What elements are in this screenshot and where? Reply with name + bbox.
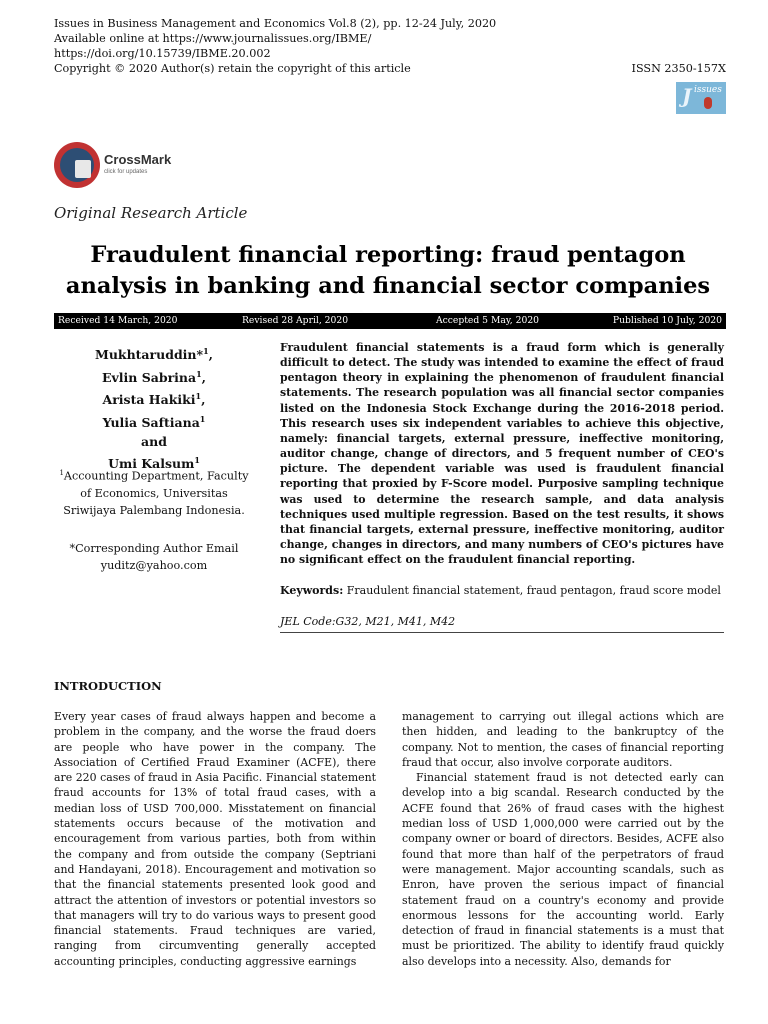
journal-url[interactable]: Available online at https://www.journalissues.org/IBME/	[54, 32, 372, 45]
paragraph: management to carrying out illegal actions which are then hidden, and leading to the bankruptcy of the company. Not to mention, the cases of financial reporting fraud that occur, also involve corporate auditors.	[402, 710, 724, 769]
article-title: Fraudulent financial reporting: fraud pentagon analysis in banking and financial sector companies	[65, 242, 711, 299]
jel-codes: JEL Code:G32, M21, M41, M42	[280, 615, 456, 628]
article-type: Original Research Article	[54, 204, 248, 222]
journal-header	[54, 16, 726, 76]
author: Arista Hakiki$^1$,	[102, 391, 206, 408]
journal-logo-mark	[704, 97, 712, 109]
keywords	[280, 584, 724, 597]
author: Yulia Saftiana$^1$	[102, 413, 206, 431]
author-conjunction: and	[141, 433, 167, 449]
author: Evlin Sabrina$^1$,	[101, 368, 207, 385]
paragraph: Financial statement fraud is not detected early can develop into a big scandal. Research conducted by the ACFE found that 26% of fraud cases with the highest median loss of USD 1,000,000 were carried out by the company owner or board of directors. Besides, ACFE also found that more than half of the perpetrators of fraud were management. Major accounting scandals, such as Enron, have proven the serious impact of financial statement fraud on a country's economy and provide enormous lessons for the accounting world. Early detection of fraud in financial statements is a must that must be prioritized. The ability to identify fraud quickly also develops into a necessity. Also, demands for	[402, 771, 724, 968]
crossmark-icon	[54, 142, 100, 188]
crossmark-badge[interactable]	[54, 142, 184, 190]
author: Mukhtaruddin*$^1$,	[94, 346, 213, 363]
jel-divider	[280, 632, 724, 633]
issn: ISSN 2350-157X	[631, 62, 726, 75]
journal-logo-letter: J	[682, 84, 692, 108]
author: Umi Kalsum$^1$	[108, 455, 200, 472]
doi-link[interactable]: https://doi.org/10.15739/IBME.20.002	[54, 47, 271, 60]
section-heading-introduction: INTRODUCTION	[54, 679, 162, 693]
keywords-text: Fraudulent financial statement, fraud pentagon, fraud score model	[346, 584, 721, 597]
journal-issues-logo	[676, 82, 726, 114]
keywords-label: Keywords:	[280, 584, 344, 597]
body-column-right	[402, 709, 724, 969]
corresponding-label: *Corresponding Author Email	[69, 542, 239, 555]
copyright-line: Copyright © 2020 Author(s) retain the copyright of this article	[54, 62, 411, 75]
accepted-date: Accepted 5 May, 2020	[436, 315, 540, 326]
received-date: Received 14 March, 2020	[58, 315, 178, 326]
abstract: Fraudulent financial statements is a fraud form which is generally difficult to detect. The study was intended to examine the effect of fraud pentagon theory in explaining the phenomenon of fraudulent financial statements. The research population was all financial sector companies listed on the Indonesia Stock Exchange during the 2016-2018 period. This research uses six independent variables to achieve this objective, namely: financial targets, external pressure, ineffective monitoring, auditor change, change of directors, and 5 frequent number of CEO's picture. The dependent variable was used is fraudulent financial reporting that proxied by F-Score model. Purposive sampling technique was used to determine the research sample, and data analysis techniques used multiple regression. Based on the test results, it shows that financial targets, external pressure, ineffective monitoring, auditor change, changes in directors, and many numbers of CEO's pictures have no significant effect on the fraudulent financial reporting.	[280, 341, 724, 567]
affiliation: $^1$Accounting Department, Faculty of Economics, Universitas Sriwijaya Palembang Indonesia.	[59, 469, 249, 518]
paragraph: Every year cases of fraud always happen and become a problem in the company, and the worse the fraud doers are people who have power in the company. The Association of Certified Fraud Examiner (ACFE), there are 220 cases of fraud in Asia Pacific. Financial statement fraud accounts for 13% of total fraud cases, with a median loss of USD 700,000. Misstatement on financial statements occurs because of the motivation and encouragement from various parties, both from within the company and from outside the company (Septriani and Handayani, 2018). Encouragement and motivation so that the financial statements presented look good and attract the attention of investors or potential investors so that managers will try to do various ways to present good financial statements. Fraud techniques are varied, ranging from circumventing generally accepted accounting principles, conducting aggressive earnings	[54, 710, 376, 968]
crossmark-label: CrossMark	[104, 152, 172, 167]
corresponding-email[interactable]: yuditz@yahoo.com	[100, 558, 208, 572]
corresponding-author	[54, 541, 254, 574]
journal-logo-text: issues	[694, 85, 722, 95]
revised-date: Revised 28 April, 2020	[242, 315, 349, 326]
dates-bar	[54, 313, 726, 329]
body-column-left	[54, 709, 376, 969]
published-date: Published 10 July, 2020	[612, 315, 722, 326]
crossmark-sublabel: click for updates	[104, 169, 148, 175]
journal-citation: Issues in Business Management and Economics Vol.8 (2), pp. 12-24 July, 2020	[54, 17, 497, 30]
author-list	[54, 342, 254, 474]
